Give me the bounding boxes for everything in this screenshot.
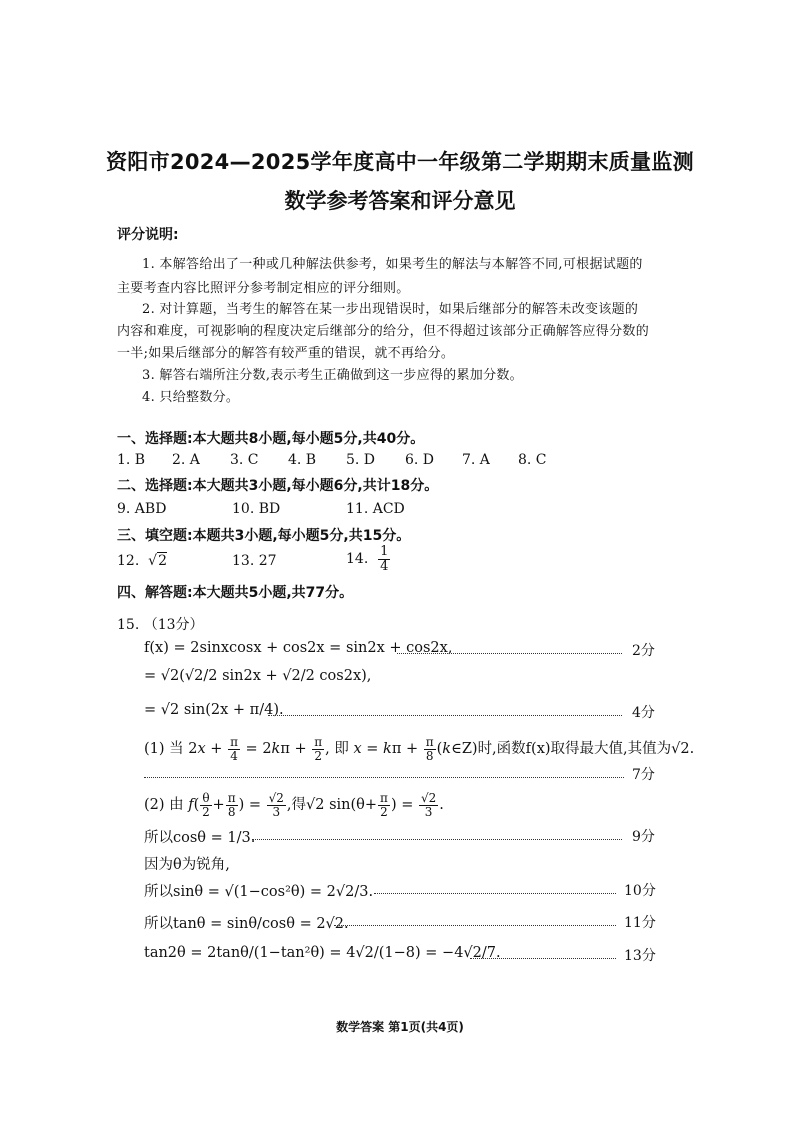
page-title: 资阳市2024—2025学年度高中一年级第二学期期末质量监测 bbox=[106, 150, 694, 174]
mc-answer: 3. C bbox=[230, 452, 259, 468]
multi-answer: 9. ABD bbox=[117, 501, 167, 517]
note-2-line-3: 一半;如果后继部分的解答有较严重的错误，就不再给分。 bbox=[117, 346, 455, 361]
p15-tan: 所以tanθ = sinθ/cosθ = 2√2. bbox=[144, 916, 349, 932]
page-subtitle: 数学参考答案和评分意见 bbox=[284, 189, 516, 213]
p15-sin: 所以sinθ = √(1−cos²θ) = 2√2/3. bbox=[144, 884, 374, 900]
multi-answer: 11. ACD bbox=[346, 501, 405, 517]
section-1-heading: 一、选择题:本大题共8小题,每小题5分,共40分。 bbox=[117, 431, 425, 447]
note-3: 3. 解答右端所注分数,表示考生正确做到这一步应得的累加分数。 bbox=[142, 368, 523, 383]
p15-part-2: (2) 由 f( $\frac{\theta}{2}$ + $\frac{\pi}{8}$ ) = $\frac{√2}{3}$ ,得√2 sin(θ+ $\frac{\pi}{2}$ ) = $\frac{√2}{3}$ . bbox=[144, 791, 444, 819]
mc-answer: 4. B bbox=[288, 452, 317, 468]
leader-dots bbox=[397, 653, 622, 654]
score-mark: 13分 bbox=[624, 948, 656, 964]
p15-part-1: (1) 当 2x + $\frac{\pi}{4}$ = 2kπ + $\frac{\pi}{2}$ , 即 x = kπ + $\frac{\pi}{8}$ (k∈Z)时,函数f(x)取得最大值,其值为√2. bbox=[144, 735, 695, 763]
mc-answer: 1. B bbox=[117, 452, 146, 468]
page-footer: 数学答案 第1页(共4页) bbox=[336, 1020, 464, 1034]
leader-dots bbox=[144, 777, 624, 778]
note-4: 4. 只给整数分。 bbox=[142, 390, 240, 405]
p15-line-3: = √2 sin(2x + π/4). bbox=[144, 702, 284, 718]
p15-acute: 因为θ为锐角, bbox=[144, 857, 230, 873]
note-2-line-2: 内容和难度，可视影响的程度决定后继部分的给分，但不得超过该部分正确解答应得分数的 bbox=[117, 324, 650, 339]
multi-answer: 10. BD bbox=[232, 501, 281, 517]
section-2-heading: 二、选择题:本大题共3小题,每小题6分,共计18分。 bbox=[117, 478, 439, 494]
leader-dots bbox=[252, 839, 622, 840]
leader-dots bbox=[268, 715, 622, 716]
leader-dots bbox=[470, 958, 616, 959]
p15-line-1: f(x) = 2sinxcosx + cos2x = sin2x + cos2x, bbox=[144, 640, 453, 656]
score-mark: 10分 bbox=[624, 883, 656, 899]
p15-line-2: = √2(√2/2 sin2x + √2/2 cos2x), bbox=[144, 668, 372, 684]
mc-answer: 2. A bbox=[172, 452, 200, 468]
score-mark: 7分 bbox=[632, 767, 655, 783]
score-mark: 2分 bbox=[632, 643, 655, 659]
note-1-line-1: 1. 本解答给出了一种或几种解法供参考，如果考生的解法与本解答不同,可根据试题的 bbox=[142, 257, 643, 272]
p15-tan2: tan2θ = 2tanθ/(1−tan²θ) = 4√2/(1−8) = −4√2/7. bbox=[144, 945, 501, 961]
mc-answer: 8. C bbox=[518, 452, 547, 468]
fill-answer-13: 13. 27 bbox=[232, 553, 277, 569]
p15-cos: 所以cosθ = 1/3. bbox=[144, 830, 256, 846]
mc-answer: 6. D bbox=[405, 452, 435, 468]
mc-answer: 5. D bbox=[346, 452, 376, 468]
mc-answer: 7. A bbox=[462, 452, 490, 468]
leader-dots bbox=[334, 925, 616, 926]
problem-15-label: 15. （13分） bbox=[117, 617, 204, 633]
section-3-heading: 三、填空题:本题共3小题,每小题5分,共15分。 bbox=[117, 528, 411, 544]
score-mark: 11分 bbox=[624, 915, 656, 931]
leader-dots bbox=[374, 893, 616, 894]
score-mark: 9分 bbox=[632, 829, 655, 845]
note-1-line-2: 主要考查内容比照评分参考制定相应的评分细则。 bbox=[117, 281, 410, 296]
note-2-line-1: 2. 对计算题，当考生的解答在某一步出现错误时，如果后继部分的解答未改变该题的 bbox=[142, 302, 639, 317]
score-mark: 4分 bbox=[632, 705, 655, 721]
fill-answer-14: 14. $\frac{1}{4}$ bbox=[346, 544, 389, 574]
section-4-heading: 四、解答题:本大题共5小题,共77分。 bbox=[117, 585, 354, 601]
fill-answer-12: 12. √2 bbox=[117, 553, 168, 569]
grading-notes-heading: 评分说明: bbox=[117, 227, 179, 243]
